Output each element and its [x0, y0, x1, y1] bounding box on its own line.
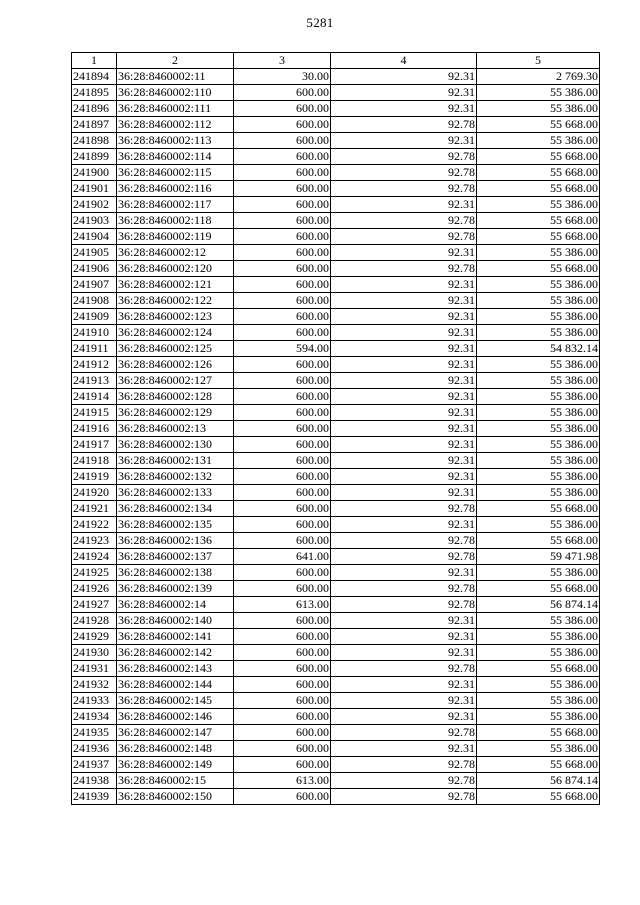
- table-row: [72, 789, 600, 805]
- cadastral-number-cell: 36:28:8460002:121: [117, 277, 234, 293]
- cadastral-number-cell: 36:28:8460002:135: [117, 517, 234, 533]
- value-cell: 56 874.14: [477, 773, 600, 789]
- cadastral-number-cell: 36:28:8460002:128: [117, 389, 234, 405]
- table-row: [72, 277, 600, 293]
- area-cell: 600.00: [234, 741, 331, 757]
- cadastral-number-cell: 36:28:8460002:14: [117, 597, 234, 613]
- rate-cell: 92.31: [331, 485, 477, 501]
- cadastral-number-cell: 36:28:8460002:140: [117, 613, 234, 629]
- row-number-cell: 241911: [72, 341, 117, 357]
- rate-cell: 92.31: [331, 341, 477, 357]
- rate-cell: 92.31: [331, 453, 477, 469]
- row-number-cell: 241916: [72, 421, 117, 437]
- cadastral-number-cell: 36:28:8460002:113: [117, 133, 234, 149]
- row-number-cell: 241917: [72, 437, 117, 453]
- cadastral-number-cell: 36:28:8460002:125: [117, 341, 234, 357]
- rate-cell: 92.78: [331, 549, 477, 565]
- table-row: [72, 709, 600, 725]
- cadastral-number-cell: 36:28:8460002:110: [117, 85, 234, 101]
- area-cell: 600.00: [234, 373, 331, 389]
- table-row: [72, 389, 600, 405]
- table-row: [72, 517, 600, 533]
- row-number-cell: 241897: [72, 117, 117, 133]
- rate-cell: 92.31: [331, 629, 477, 645]
- row-number-cell: 241906: [72, 261, 117, 277]
- table-row: [72, 773, 600, 789]
- rate-cell: 92.31: [331, 357, 477, 373]
- rate-cell: 92.78: [331, 661, 477, 677]
- row-number-cell: 241904: [72, 229, 117, 245]
- area-cell: 600.00: [234, 613, 331, 629]
- cadastral-number-cell: 36:28:8460002:129: [117, 405, 234, 421]
- table-row: [72, 469, 600, 485]
- rate-cell: 92.31: [331, 197, 477, 213]
- row-number-cell: 241909: [72, 309, 117, 325]
- table-row: [72, 149, 600, 165]
- row-number-cell: 241920: [72, 485, 117, 501]
- rate-cell: 92.31: [331, 277, 477, 293]
- value-cell: 2 769.30: [477, 69, 600, 85]
- value-cell: 55 668.00: [477, 757, 600, 773]
- table-row: [72, 133, 600, 149]
- row-number-cell: 241921: [72, 501, 117, 517]
- value-cell: 55 386.00: [477, 277, 600, 293]
- table-row: [72, 549, 600, 565]
- table-row: [72, 741, 600, 757]
- area-cell: 600.00: [234, 629, 331, 645]
- cadastral-number-cell: 36:28:8460002:117: [117, 197, 234, 213]
- area-cell: 600.00: [234, 85, 331, 101]
- cadastral-number-cell: 36:28:8460002:126: [117, 357, 234, 373]
- area-cell: 600.00: [234, 325, 331, 341]
- value-cell: 54 832.14: [477, 341, 600, 357]
- column-header-3: 3: [234, 53, 331, 69]
- row-number-cell: 241908: [72, 293, 117, 309]
- value-cell: 55 386.00: [477, 197, 600, 213]
- cadastral-number-cell: 36:28:8460002:137: [117, 549, 234, 565]
- rate-cell: 92.31: [331, 245, 477, 261]
- data-table: [71, 52, 600, 805]
- area-cell: 600.00: [234, 405, 331, 421]
- cadastral-number-cell: 36:28:8460002:133: [117, 485, 234, 501]
- table-row: [72, 245, 600, 261]
- cadastral-number-cell: 36:28:8460002:127: [117, 373, 234, 389]
- row-number-cell: 241933: [72, 693, 117, 709]
- table-row: [72, 373, 600, 389]
- value-cell: 55 386.00: [477, 453, 600, 469]
- row-number-cell: 241930: [72, 645, 117, 661]
- cadastral-number-cell: 36:28:8460002:119: [117, 229, 234, 245]
- value-cell: 55 386.00: [477, 85, 600, 101]
- rate-cell: 92.31: [331, 517, 477, 533]
- table-row: [72, 501, 600, 517]
- cadastral-number-cell: 36:28:8460002:146: [117, 709, 234, 725]
- value-cell: 55 668.00: [477, 725, 600, 741]
- row-number-cell: 241915: [72, 405, 117, 421]
- area-cell: 600.00: [234, 261, 331, 277]
- row-number-cell: 241899: [72, 149, 117, 165]
- row-number-cell: 241910: [72, 325, 117, 341]
- row-number-cell: 241918: [72, 453, 117, 469]
- value-cell: 55 386.00: [477, 485, 600, 501]
- value-cell: 55 668.00: [477, 229, 600, 245]
- rate-cell: 92.31: [331, 133, 477, 149]
- table-row: [72, 181, 600, 197]
- row-number-cell: 241927: [72, 597, 117, 613]
- rate-cell: 92.78: [331, 581, 477, 597]
- value-cell: 55 386.00: [477, 613, 600, 629]
- value-cell: 55 668.00: [477, 181, 600, 197]
- table-row: [72, 613, 600, 629]
- cadastral-number-cell: 36:28:8460002:118: [117, 213, 234, 229]
- value-cell: 55 668.00: [477, 789, 600, 805]
- rate-cell: 92.78: [331, 117, 477, 133]
- cadastral-number-cell: 36:28:8460002:144: [117, 677, 234, 693]
- row-number-cell: 241935: [72, 725, 117, 741]
- table-row: [72, 421, 600, 437]
- row-number-cell: 241913: [72, 373, 117, 389]
- cadastral-number-cell: 36:28:8460002:12: [117, 245, 234, 261]
- table-row: [72, 341, 600, 357]
- area-cell: 600.00: [234, 181, 331, 197]
- table-row: [72, 661, 600, 677]
- rate-cell: 92.31: [331, 741, 477, 757]
- value-cell: 55 386.00: [477, 709, 600, 725]
- area-cell: 613.00: [234, 773, 331, 789]
- value-cell: 55 386.00: [477, 101, 600, 117]
- rate-cell: 92.31: [331, 325, 477, 341]
- rate-cell: 92.78: [331, 181, 477, 197]
- row-number-cell: 241939: [72, 789, 117, 805]
- cadastral-number-cell: 36:28:8460002:116: [117, 181, 234, 197]
- table-row: [72, 757, 600, 773]
- table-row: [72, 101, 600, 117]
- area-cell: 600.00: [234, 101, 331, 117]
- area-cell: 600.00: [234, 245, 331, 261]
- value-cell: 55 386.00: [477, 293, 600, 309]
- value-cell: 55 386.00: [477, 645, 600, 661]
- value-cell: 55 386.00: [477, 629, 600, 645]
- table-row: [72, 309, 600, 325]
- table-row: [72, 629, 600, 645]
- cadastral-number-cell: 36:28:8460002:148: [117, 741, 234, 757]
- rate-cell: 92.31: [331, 101, 477, 117]
- table-row: [72, 437, 600, 453]
- area-cell: 600.00: [234, 277, 331, 293]
- area-cell: 641.00: [234, 549, 331, 565]
- rate-cell: 92.31: [331, 85, 477, 101]
- row-number-cell: 241929: [72, 629, 117, 645]
- cadastral-number-cell: 36:28:8460002:131: [117, 453, 234, 469]
- table-row: [72, 405, 600, 421]
- area-cell: 613.00: [234, 597, 331, 613]
- value-cell: 55 386.00: [477, 741, 600, 757]
- row-number-cell: 241931: [72, 661, 117, 677]
- table-row: [72, 229, 600, 245]
- row-number-cell: 241900: [72, 165, 117, 181]
- table-row: [72, 725, 600, 741]
- value-cell: 55 386.00: [477, 677, 600, 693]
- cadastral-number-cell: 36:28:8460002:141: [117, 629, 234, 645]
- area-cell: 600.00: [234, 309, 331, 325]
- row-number-cell: 241903: [72, 213, 117, 229]
- area-cell: 600.00: [234, 293, 331, 309]
- table-body: [72, 69, 600, 805]
- area-cell: 600.00: [234, 357, 331, 373]
- value-cell: 55 386.00: [477, 421, 600, 437]
- rate-cell: 92.78: [331, 213, 477, 229]
- cadastral-number-cell: 36:28:8460002:13: [117, 421, 234, 437]
- table-row: [72, 453, 600, 469]
- table-row: [72, 293, 600, 309]
- column-header-1: 1: [72, 53, 117, 69]
- cadastral-number-cell: 36:28:8460002:136: [117, 533, 234, 549]
- value-cell: 55 668.00: [477, 661, 600, 677]
- area-cell: 600.00: [234, 501, 331, 517]
- cadastral-number-cell: 36:28:8460002:11: [117, 69, 234, 85]
- rate-cell: 92.31: [331, 293, 477, 309]
- table-row: [72, 69, 600, 85]
- rate-cell: 92.31: [331, 565, 477, 581]
- rate-cell: 92.78: [331, 597, 477, 613]
- rate-cell: 92.31: [331, 709, 477, 725]
- value-cell: 55 386.00: [477, 469, 600, 485]
- area-cell: 600.00: [234, 533, 331, 549]
- row-number-cell: 241902: [72, 197, 117, 213]
- value-cell: 55 668.00: [477, 165, 600, 181]
- table-row: [72, 597, 600, 613]
- rate-cell: 92.31: [331, 437, 477, 453]
- cadastral-number-cell: 36:28:8460002:138: [117, 565, 234, 581]
- row-number-cell: 241894: [72, 69, 117, 85]
- area-cell: 600.00: [234, 389, 331, 405]
- area-cell: 600.00: [234, 645, 331, 661]
- rate-cell: 92.31: [331, 389, 477, 405]
- area-cell: 600.00: [234, 725, 331, 741]
- cadastral-number-cell: 36:28:8460002:143: [117, 661, 234, 677]
- rate-cell: 92.78: [331, 149, 477, 165]
- value-cell: 55 386.00: [477, 245, 600, 261]
- row-number-cell: 241938: [72, 773, 117, 789]
- table-row: [72, 165, 600, 181]
- row-number-cell: 241925: [72, 565, 117, 581]
- cadastral-number-cell: 36:28:8460002:112: [117, 117, 234, 133]
- value-cell: 56 874.14: [477, 597, 600, 613]
- area-cell: 600.00: [234, 661, 331, 677]
- table-row: [72, 581, 600, 597]
- cadastral-number-cell: 36:28:8460002:149: [117, 757, 234, 773]
- table-row: [72, 197, 600, 213]
- row-number-cell: 241937: [72, 757, 117, 773]
- area-cell: 600.00: [234, 165, 331, 181]
- table-row: [72, 325, 600, 341]
- value-cell: 55 668.00: [477, 261, 600, 277]
- cadastral-number-cell: 36:28:8460002:15: [117, 773, 234, 789]
- row-number-cell: 241923: [72, 533, 117, 549]
- rate-cell: 92.31: [331, 613, 477, 629]
- value-cell: 55 668.00: [477, 533, 600, 549]
- table-row: [72, 533, 600, 549]
- value-cell: 55 386.00: [477, 565, 600, 581]
- area-cell: 594.00: [234, 341, 331, 357]
- value-cell: 55 386.00: [477, 325, 600, 341]
- area-cell: 600.00: [234, 517, 331, 533]
- rate-cell: 92.31: [331, 693, 477, 709]
- area-cell: 600.00: [234, 229, 331, 245]
- rate-cell: 92.31: [331, 469, 477, 485]
- area-cell: 600.00: [234, 453, 331, 469]
- value-cell: 55 386.00: [477, 357, 600, 373]
- rate-cell: 92.31: [331, 645, 477, 661]
- row-number-cell: 241901: [72, 181, 117, 197]
- value-cell: 55 668.00: [477, 117, 600, 133]
- cadastral-number-cell: 36:28:8460002:142: [117, 645, 234, 661]
- value-cell: 55 386.00: [477, 437, 600, 453]
- value-cell: 55 386.00: [477, 517, 600, 533]
- column-header-5: 5: [477, 53, 600, 69]
- header-row: [72, 53, 600, 69]
- value-cell: 55 386.00: [477, 309, 600, 325]
- cadastral-number-cell: 36:28:8460002:130: [117, 437, 234, 453]
- row-number-cell: 241912: [72, 357, 117, 373]
- rate-cell: 92.31: [331, 373, 477, 389]
- area-cell: 600.00: [234, 149, 331, 165]
- table-row: [72, 117, 600, 133]
- area-cell: 600.00: [234, 469, 331, 485]
- rate-cell: 92.78: [331, 229, 477, 245]
- table-row: [72, 677, 600, 693]
- cadastral-number-cell: 36:28:8460002:122: [117, 293, 234, 309]
- row-number-cell: 241934: [72, 709, 117, 725]
- area-cell: 600.00: [234, 133, 331, 149]
- cadastral-number-cell: 36:28:8460002:114: [117, 149, 234, 165]
- row-number-cell: 241936: [72, 741, 117, 757]
- value-cell: 59 471.98: [477, 549, 600, 565]
- rate-cell: 92.78: [331, 725, 477, 741]
- area-cell: 600.00: [234, 213, 331, 229]
- rate-cell: 92.31: [331, 69, 477, 85]
- area-cell: 600.00: [234, 421, 331, 437]
- area-cell: 600.00: [234, 565, 331, 581]
- value-cell: 55 668.00: [477, 501, 600, 517]
- table-row: [72, 213, 600, 229]
- row-number-cell: 241919: [72, 469, 117, 485]
- rate-cell: 92.31: [331, 309, 477, 325]
- value-cell: 55 386.00: [477, 133, 600, 149]
- cadastral-number-cell: 36:28:8460002:111: [117, 101, 234, 117]
- row-number-cell: 241922: [72, 517, 117, 533]
- rate-cell: 92.78: [331, 789, 477, 805]
- value-cell: 55 668.00: [477, 149, 600, 165]
- cadastral-number-cell: 36:28:8460002:147: [117, 725, 234, 741]
- cadastral-number-cell: 36:28:8460002:132: [117, 469, 234, 485]
- cadastral-number-cell: 36:28:8460002:120: [117, 261, 234, 277]
- table-row: [72, 357, 600, 373]
- table-row: [72, 693, 600, 709]
- page-number: 5281: [306, 15, 334, 30]
- area-cell: 600.00: [234, 437, 331, 453]
- cadastral-number-cell: 36:28:8460002:124: [117, 325, 234, 341]
- value-cell: 55 386.00: [477, 693, 600, 709]
- value-cell: 55 386.00: [477, 373, 600, 389]
- table-row: [72, 645, 600, 661]
- rate-cell: 92.78: [331, 773, 477, 789]
- table-row: [72, 485, 600, 501]
- table-row: [72, 261, 600, 277]
- area-cell: 600.00: [234, 117, 331, 133]
- table-row: [72, 85, 600, 101]
- rate-cell: 92.78: [331, 501, 477, 517]
- rate-cell: 92.78: [331, 165, 477, 181]
- value-cell: 55 386.00: [477, 389, 600, 405]
- row-number-cell: 241932: [72, 677, 117, 693]
- cadastral-number-cell: 36:28:8460002:134: [117, 501, 234, 517]
- cadastral-number-cell: 36:28:8460002:139: [117, 581, 234, 597]
- area-cell: 600.00: [234, 693, 331, 709]
- value-cell: 55 668.00: [477, 581, 600, 597]
- value-cell: 55 386.00: [477, 405, 600, 421]
- cadastral-number-cell: 36:28:8460002:115: [117, 165, 234, 181]
- row-number-cell: 241905: [72, 245, 117, 261]
- value-cell: 55 668.00: [477, 213, 600, 229]
- row-number-cell: 241896: [72, 101, 117, 117]
- rate-cell: 92.78: [331, 533, 477, 549]
- area-cell: 600.00: [234, 197, 331, 213]
- area-cell: 600.00: [234, 581, 331, 597]
- table-row: [72, 565, 600, 581]
- area-cell: 600.00: [234, 709, 331, 725]
- row-number-cell: 241898: [72, 133, 117, 149]
- row-number-cell: 241907: [72, 277, 117, 293]
- column-header-2: 2: [117, 53, 234, 69]
- row-number-cell: 241895: [72, 85, 117, 101]
- area-cell: 600.00: [234, 485, 331, 501]
- column-header-4: 4: [331, 53, 477, 69]
- area-cell: 30.00: [234, 69, 331, 85]
- row-number-cell: 241914: [72, 389, 117, 405]
- area-cell: 600.00: [234, 677, 331, 693]
- area-cell: 600.00: [234, 789, 331, 805]
- rate-cell: 92.31: [331, 405, 477, 421]
- rate-cell: 92.31: [331, 677, 477, 693]
- rate-cell: 92.78: [331, 261, 477, 277]
- cadastral-number-cell: 36:28:8460002:145: [117, 693, 234, 709]
- area-cell: 600.00: [234, 757, 331, 773]
- cadastral-number-cell: 36:28:8460002:123: [117, 309, 234, 325]
- rate-cell: 92.31: [331, 421, 477, 437]
- row-number-cell: 241928: [72, 613, 117, 629]
- rate-cell: 92.78: [331, 757, 477, 773]
- row-number-cell: 241926: [72, 581, 117, 597]
- cadastral-number-cell: 36:28:8460002:150: [117, 789, 234, 805]
- row-number-cell: 241924: [72, 549, 117, 565]
